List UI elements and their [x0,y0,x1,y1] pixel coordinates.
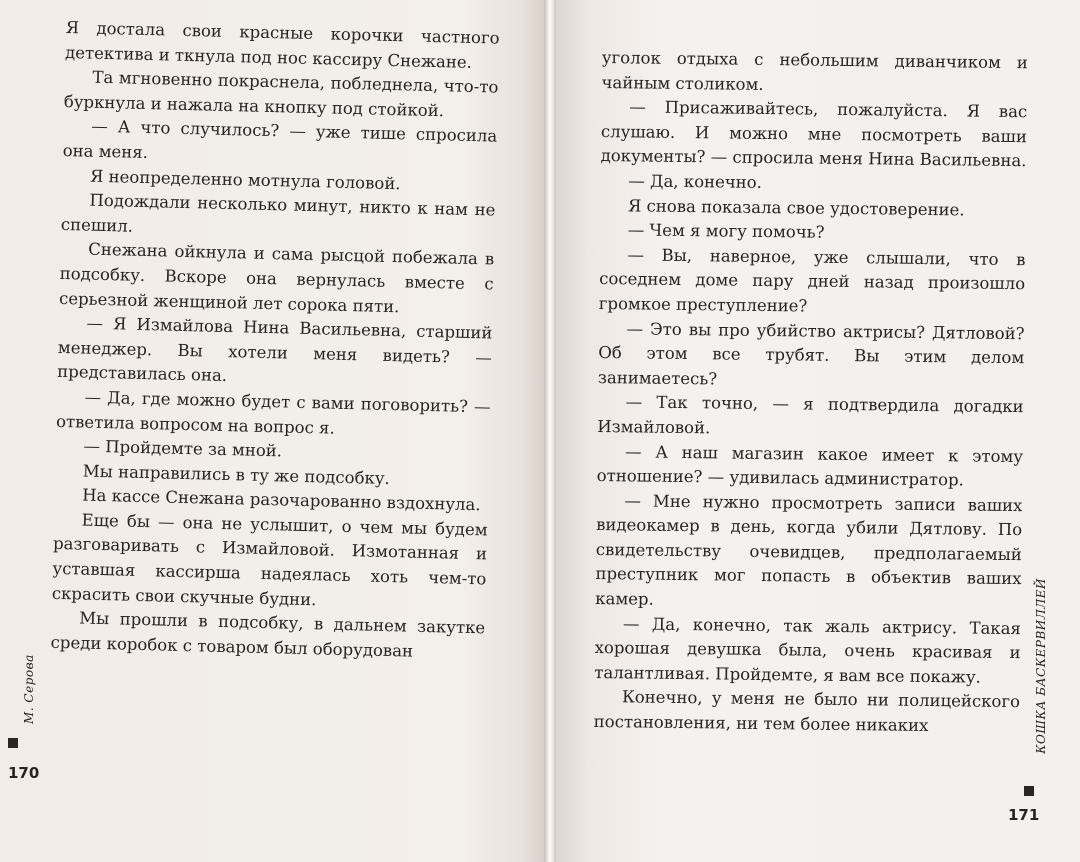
paragraph: Та мгновенно покраснела, побледнела, что-то буркнула и нажала на кнопку под стойкой. [63,67,499,121]
paragraph: На кассе Снежана разочарованно вздохнула. [82,485,481,515]
right-page [556,0,1080,862]
book-gutter [544,0,556,862]
paragraph: Подождали несколько минут, никто к нам не спешил. [60,190,496,236]
paragraph: — Так точно, — я подтвердила догадки Измайловой. [597,392,1024,438]
page-number-right: 171 [1008,806,1040,824]
paragraph: — Пройдемте за мной. [83,436,283,461]
left-page-text [50,16,499,666]
paragraph: — Да, конечно. [628,171,763,192]
page-number-left: 170 [8,764,40,782]
paragraph: — А наш магазин какое имеет к этому отношение? — удивилась администратор. [596,441,1024,490]
paragraph: — Я Измайлова Нина Васильевна, старший менеджер. Вы хотели меня видеть? — представилась она. [57,313,493,386]
paragraph: — Да, где можно будет с вами поговорить? — ответила вопросом на вопрос я. [55,387,491,438]
paragraph: — Чем я могу помочь? [627,220,825,242]
paragraph: Еще бы — она не услышит, о чем мы будем разговаривать с Измайловой. Измотанная и уставшая кассирша надеялась хоть чем-то скрасить свои скучные будни. [51,510,488,609]
right-page-text [594,46,1028,740]
paragraph: — А что случилось? — уже тише спросила она меня. [62,117,498,163]
folio-marker [1024,786,1034,796]
paragraph: — Да, конечно, так жаль актрису. Такая хорошая девушка была, очень красивая и талантливая. Пройдемте, я вам все покажу. [594,613,1022,687]
running-head-title: КОШКА БАСКЕРВИЛЛЕЙ [1034,578,1048,754]
running-head-author: М. Серова [22,654,36,724]
paragraph: уголок отдыха с небольшим диванчиком и чайным столиком. [601,47,1028,94]
paragraph: — Это вы про убийство актрисы? Дятловой? Об этом все трубят. Вы этим делом занимаетесь? [597,318,1025,389]
paragraph: — Мне нужно просмотреть записи ваших видеокамер в день, когда убили Дятлову. По свидетельству очевидцев, предполагаемый преступник мог попасть в объектив ваших камер. [595,490,1023,609]
paragraph: Мы прошли в подсобку, в дальнем закутке среди коробок с товаром был оборудован [50,608,486,661]
paragraph: Я неопределенно мотнула головой. [89,166,401,193]
paragraph: Я снова показала свое удостоверение. [627,195,965,220]
paragraph: Конечно, у меня не было ни полицейского постановления, ни тем более никаких [593,687,1021,736]
paragraph: Я достала свои красные корочки частного детектива и ткнула под нос кассиру Снежане. [64,17,500,72]
paragraph: Снежана ойкнула и сама рысцой побежала в подсобку. Вскоре она вернулась вместе с серьезной женщиной лет сорока пяти. [58,239,495,316]
paragraph: — Вы, наверное, уже слышали, что в соседнем доме пару дней назад произошло громкое преступление? [598,245,1026,316]
folio-marker [8,738,18,748]
paragraph: Мы направились в ту же подсобку. [82,461,391,488]
paragraph: — Присаживайтесь, пожалуйста. Я вас слушаю. И можно мне посмотреть ваши документы? — спросила меня Нина Васильевна. [600,97,1028,171]
